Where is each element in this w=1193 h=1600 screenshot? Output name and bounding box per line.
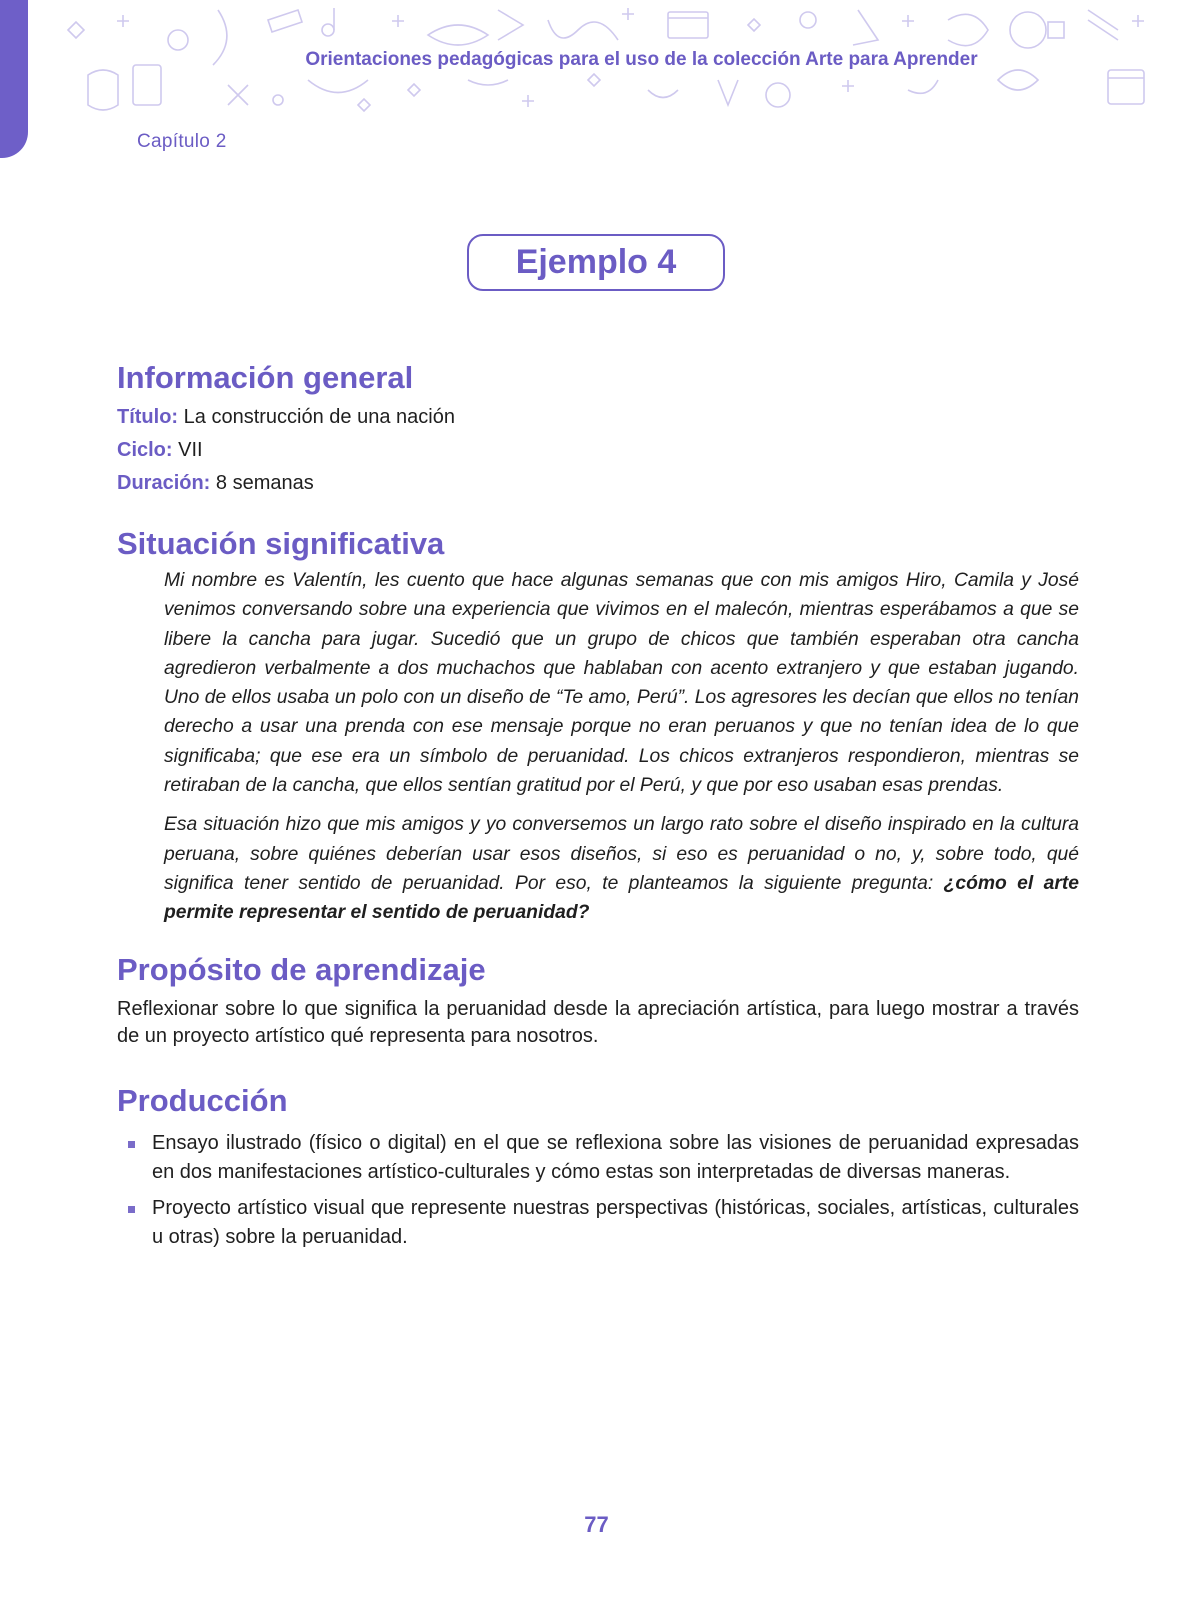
production-item	[117, 1194, 1079, 1252]
situation-paragraph-2	[164, 810, 1079, 927]
general-info-heading: Información general	[117, 360, 414, 395]
running-header-title: Orientaciones pedagógicas para el uso de la colección Arte para Aprender	[305, 49, 978, 70]
situation-paragraph-2-text: Esa situación hizo que mis amigos y yo conversemos un largo rato sobre el diseño inspirado en la cultura peruana, sobre quiénes deberían usar esos diseños, si eso es peruanidad o no, y, sobre todo, qué significa tener sentido de peruanidad. Por eso, te planteamos la siguiente pregunta:	[164, 814, 1079, 894]
main-content	[117, 358, 1079, 1259]
situation-paragraph-1: Mi nombre es Valentín, les cuento que hace algunas semanas que con mis amigos Hiro, Camila y José venimos conversando sobre una experiencia que vivimos en el malecón, mientras esperábamos a que se libere la cancha para jugar. Sucedió que un grupo de chicos que también esperaban otra cancha agredieron verbalmente a dos muchachos que hablaban con acento extranjero y que estaban jugando. Uno de ellos usaba un polo con un diseño de “Te amo, Perú”. Los agresores les decían que ellos no tenían derecho a usar una prenda con ese mensaje porque no eran peruanos y que no tenían idea de lo que significaba; que ese era un símbolo de peruanidad. Los chicos extranjeros respondieron, mientras se retiraban de la cancha, que ellos sentían gratitud por el Perú, y que por eso usaban esas prendas.	[164, 570, 1079, 797]
info-cycle-key: Ciclo:	[117, 439, 173, 461]
info-duration-line	[117, 467, 1079, 500]
info-duration-key: Duración:	[117, 472, 211, 494]
info-title-value: La construcción de una nación	[178, 406, 455, 428]
purpose-heading: Propósito de aprendizaje	[117, 951, 486, 987]
production-list	[117, 1129, 1079, 1252]
production-item-text: Proyecto artístico visual que represente nuestras perspectivas (históricas, sociales, artísticas, culturales u otras) sobre la peruanidad.	[152, 1196, 1079, 1248]
production-item	[117, 1129, 1079, 1187]
production-item-text: Ensayo ilustrado (físico o digital) en el que se reflexiona sobre las visiones de peruanidad expresadas en dos manifestaciones artístico-culturales y cómo estas son interpretadas de diversas maneras.	[152, 1131, 1079, 1183]
example-title: Ejemplo 4	[515, 243, 677, 281]
production-heading: Producción	[117, 1082, 288, 1118]
situation-question: ¿cómo el arte permite representar el sentido de peruanidad?	[164, 872, 1079, 924]
info-duration-value: 8 semanas	[210, 472, 314, 494]
example-title-box	[467, 234, 725, 291]
info-cycle-value: VII	[172, 439, 203, 461]
situation-heading: Situación significativa	[117, 526, 445, 561]
page-number: 77	[584, 1512, 609, 1537]
bullet-square-icon	[128, 1141, 135, 1148]
bullet-square-icon	[128, 1206, 135, 1213]
info-cycle-line	[117, 434, 1079, 467]
chapter-label: Capítulo 2	[137, 131, 227, 152]
info-title-key: Título:	[117, 406, 179, 428]
purpose-text: Reflexionar sobre lo que significa la peruanidad desde la apreciación artística, para luego mostrar a través de un proyecto artístico qué representa para nosotros.	[117, 997, 1079, 1048]
side-chapter-tab	[0, 0, 28, 158]
info-title-line	[117, 401, 1079, 434]
situation-quote	[164, 566, 1079, 928]
